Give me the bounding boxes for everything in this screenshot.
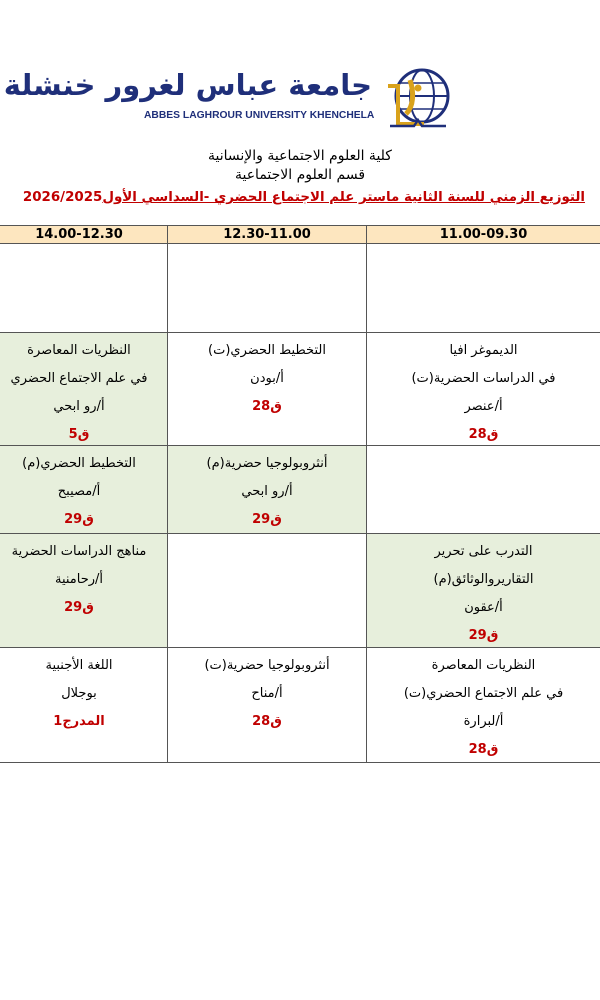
schedule-cell [0,534,167,648]
course-name-continued: في علم الاجتماع الحضري [10,371,148,386]
instructor-name: أ/لبرارة [463,714,504,729]
schedule-cell [366,333,600,446]
schedule-cell [167,446,366,534]
instructor-name: أ/عنصر [464,399,503,414]
course-name-continued: التقاريروالوثائق(م) [433,572,534,587]
course-name: النظريات المعاصرة [431,658,536,673]
schedule-cell [167,333,366,446]
time-slot-header: 12.30-11.00 [167,225,366,244]
instructor-name: أ/رحامنية [54,572,104,587]
schedule-cell [167,244,366,333]
schedule-cell [366,534,600,648]
university-name-arabic: جامعة عباس لغرور خنشلة [3,68,372,102]
room-label: ق29 [64,512,94,527]
instructor-name: أ/مصيبح [57,484,101,499]
instructor-name: أ/مناح [251,686,283,701]
course-name: أنثروبولوجيا حضرية(م) [206,456,328,471]
schedule-cell [0,333,167,446]
course-name-continued: في الدراسات الحضرية(ت) [411,371,556,386]
department-name: قسم العلوم الاجتماعية [234,167,366,183]
time-slot-header: 11.00-09.30 [366,225,600,244]
room-label: ق28 [252,714,282,729]
instructor-name: أ/رو ابحي [241,484,293,499]
instructor-name: بوجلال [61,686,97,701]
instructor-name: أ/عقون [464,600,503,615]
academic-year: 2026/2025 [22,190,103,205]
room-label: ق29 [252,512,282,527]
schedule-cell [167,534,366,648]
room-label: ق29 [64,600,94,615]
university-name-english: ABBES LAGHROUR UNIVERSITY KHENCHELA [144,110,375,121]
schedule-cell [366,648,600,763]
course-name: مناهج الدراسات الحضرية [11,544,147,559]
schedule-cell [0,648,167,763]
faculty-name: كلية العلوم الاجتماعية والإنسانية [208,148,392,164]
course-name-continued: في علم الاجتماع الحضري(ت) [403,686,564,701]
instructor-name: أ/رو ابحي [53,399,105,414]
course-name: التخطيط الحضري(م) [22,456,136,471]
time-slot-header: 14.00-12.30 [0,225,167,244]
course-name: التخطيط الحضري(ت) [208,343,326,358]
schedule-cell [366,446,600,534]
room-label: ق28 [468,742,499,757]
room-label: ق28 [252,399,282,414]
schedule-cell [167,648,366,763]
room-label: المدرج1 [53,714,105,729]
course-name: أنثروبولوجيا حضرية(ت) [204,658,330,673]
room-label: ق29 [468,628,499,643]
schedule-cell [0,244,167,333]
course-name: النظريات المعاصرة [27,343,131,358]
room-label: ق28 [468,427,499,442]
room-label: ق5 [68,427,90,442]
course-name: الديموغر افيا [449,343,518,358]
schedule-cell [0,446,167,534]
schedule-cell [366,244,600,333]
course-name: التدرب على تحرير [434,544,533,559]
course-name: اللغة الأجنبية [45,658,113,673]
schedule-title-text: التوزيع الزمني للسنة الثانية ماستر علم الاجتماع الحضري -السداسي الأول [102,190,585,205]
instructor-name: أ/بودن [250,371,284,386]
